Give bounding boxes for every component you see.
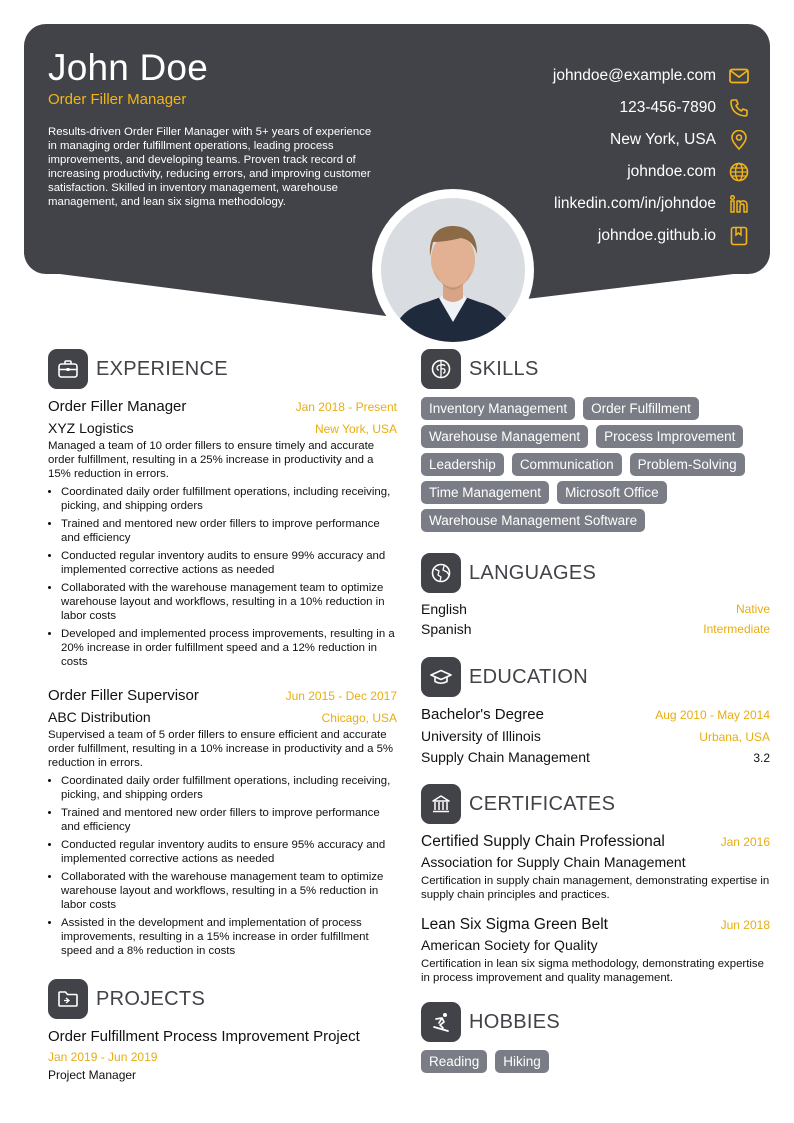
language-name: English xyxy=(421,601,467,617)
contact-email[interactable] xyxy=(410,60,770,92)
language-row xyxy=(421,619,770,639)
education-dates: Aug 2010 - May 2014 xyxy=(655,708,770,722)
hobbies-list xyxy=(421,1050,770,1078)
list-item: • Assisted in the development and implementation of process improvements, resulting in a 15% increase in order fulfillment speed and a 8% reduction in costs xyxy=(61,916,397,958)
skier-icon xyxy=(421,1002,461,1042)
hobbies-heading xyxy=(421,1002,560,1042)
field-of-study: Supply Chain Management xyxy=(421,749,590,765)
contact-location-text: New York, USA xyxy=(610,131,716,148)
skill-chip: Leadership xyxy=(421,453,504,476)
candidate-name: John Doe xyxy=(48,47,208,88)
skill-chip: Inventory Management xyxy=(421,397,575,420)
languages-title: LANGUAGES xyxy=(469,561,597,584)
certificate-entry xyxy=(421,916,770,985)
contact-website-text: johndoe.com xyxy=(627,163,716,180)
contact-website[interactable] xyxy=(410,156,770,188)
hobby-chip: Reading xyxy=(421,1050,487,1073)
list-item: • Coordinated daily order fulfillment operations, including receiving, picking, and shipping orders xyxy=(61,774,397,802)
mail-icon xyxy=(728,65,750,87)
school-name: University of Illinois xyxy=(421,728,541,744)
skill-chip: Process Improvement xyxy=(596,425,743,448)
certificate-description: Certification in supply chain management, demonstrating expertise in supply chain principles and practices. xyxy=(421,875,770,901)
brain-icon xyxy=(421,349,461,389)
school-location: Urbana, USA xyxy=(699,730,770,744)
job-title: Order Filler Manager xyxy=(48,398,187,415)
certificate-date: Jan 2016 xyxy=(720,835,770,849)
skills-title: SKILLS xyxy=(469,357,539,380)
job-dates: Jan 2018 - Present xyxy=(295,400,397,414)
institution-icon xyxy=(421,784,461,824)
certificates-heading xyxy=(421,784,615,824)
contact-phone[interactable] xyxy=(410,92,770,124)
job-description: Managed a team of 10 order fillers to ensure timely and accurate order fulfillment, resulting in a 25% increase in productivity and a 15% reduction in errors. xyxy=(48,440,375,480)
certificate-org: Association for Supply Chain Management xyxy=(421,854,686,870)
education-heading xyxy=(421,657,588,697)
project-entry xyxy=(48,1028,397,1082)
language-row xyxy=(421,599,770,619)
phone-icon xyxy=(728,97,750,119)
project-name: Order Fulfillment Process Improvement Project xyxy=(48,1028,360,1045)
profile-photo xyxy=(381,198,525,342)
briefcase-icon xyxy=(48,349,88,389)
projects-title: PROJECTS xyxy=(96,987,206,1010)
list-item: • Coordinated daily order fulfillment operations, including receiving, picking, and shipping orders xyxy=(61,485,397,513)
skills-list xyxy=(421,397,770,537)
language-name: Spanish xyxy=(421,621,472,637)
skill-chip: Time Management xyxy=(421,481,549,504)
certificate-org: American Society for Quality xyxy=(421,937,598,953)
certificate-entry xyxy=(421,833,770,902)
job-title: Order Filler Supervisor xyxy=(48,687,199,704)
certificate-date: Jun 2018 xyxy=(720,918,770,932)
certificate-description: Certification in lean six sigma methodology, demonstrating expertise in process improvement and quality management. xyxy=(421,958,764,984)
gpa: 3.2 xyxy=(753,751,770,765)
job-location: Chicago, USA xyxy=(321,711,397,725)
certificate-name: Lean Six Sigma Green Belt xyxy=(421,916,608,933)
education-entry xyxy=(421,706,770,765)
languages-list xyxy=(421,599,770,639)
skill-chip: Warehouse Management Software xyxy=(421,509,645,532)
contact-email-text: johndoe@example.com xyxy=(552,67,716,84)
language-globe-icon xyxy=(421,553,461,593)
project-dates: Jan 2019 - Jun 2019 xyxy=(48,1050,158,1064)
contact-phone-text: 123-456-7890 xyxy=(619,99,716,116)
skill-chip: Communication xyxy=(512,453,622,476)
skill-chip: Warehouse Management xyxy=(421,425,588,448)
folder-icon xyxy=(48,979,88,1019)
list-item: • Developed and implemented process improvements, resulting in a 20% increase in order fulfillment speed and a 12% reduction in costs xyxy=(61,627,397,669)
language-level: Native xyxy=(735,602,770,616)
experience-heading xyxy=(48,349,228,389)
bookmark-icon xyxy=(728,225,750,247)
job-company: ABC Distribution xyxy=(48,709,151,725)
skill-chip: Order Fulfillment xyxy=(583,397,699,420)
list-item: • Conducted regular inventory audits to ensure 95% accuracy and implemented corrective actions as needed xyxy=(61,838,397,866)
globe-icon xyxy=(728,161,750,183)
project-role: Project Manager xyxy=(48,1068,137,1082)
linkedin-icon xyxy=(728,193,750,215)
hobby-chip: Hiking xyxy=(495,1050,549,1073)
list-item: • Trained and mentored new order fillers to improve performance and efficiency xyxy=(61,517,397,545)
skills-heading xyxy=(421,349,539,389)
certificates-title: CERTIFICATES xyxy=(469,792,616,815)
list-item: • Trained and mentored new order fillers to improve performance and efficiency xyxy=(61,806,397,834)
job-bullets xyxy=(48,485,397,669)
location-pin-icon xyxy=(728,129,750,151)
job-company: XYZ Logistics xyxy=(48,420,134,436)
contact-location xyxy=(410,124,770,156)
graduation-cap-icon xyxy=(421,657,461,697)
degree: Bachelor's Degree xyxy=(421,706,544,723)
experience-entry xyxy=(48,398,397,673)
education-title: EDUCATION xyxy=(469,665,588,688)
experience-entry xyxy=(48,687,397,962)
skill-chip: Problem-Solving xyxy=(630,453,745,476)
job-dates: Jun 2015 - Dec 2017 xyxy=(285,689,397,703)
languages-heading xyxy=(421,553,596,593)
candidate-role: Order Filler Manager xyxy=(48,91,187,108)
experience-title: EXPERIENCE xyxy=(96,357,228,380)
contact-linkedin-text: linkedin.com/in/johndoe xyxy=(554,195,716,212)
job-location: New York, USA xyxy=(314,422,397,436)
skill-chip: Microsoft Office xyxy=(557,481,667,504)
job-bullets xyxy=(48,774,397,958)
list-item: • Collaborated with the warehouse management team to optimize warehouse layout and workflows, resulting in a 5% reduction in labor costs xyxy=(61,870,397,912)
job-description: Supervised a team of 5 order fillers to ensure efficient and accurate order fulfillment, resulting in a 10% increase in productivity and a 5% reduction in errors. xyxy=(48,729,394,769)
hobbies-title: HOBBIES xyxy=(469,1010,561,1033)
profile-summary: Results-driven Order Filler Manager with 5+ years of experience in managing order fulfillment operations, leading process improvements, and developing teams. Proven track record of increasing productivity, reducing errors, and improving customer satisfaction. Skilled in inventory management, warehouse management, and lean six sigma methodology. xyxy=(48,126,372,208)
list-item: • Conducted regular inventory audits to ensure 99% accuracy and implemented corrective actions as needed xyxy=(61,549,397,577)
contact-github-text: johndoe.github.io xyxy=(597,227,716,244)
language-level: Intermediate xyxy=(703,622,770,636)
projects-heading xyxy=(48,979,205,1019)
list-item: • Collaborated with the warehouse management team to optimize warehouse layout and workflows, resulting in a 10% reduction in labor costs xyxy=(61,581,397,623)
certificate-name: Certified Supply Chain Professional xyxy=(421,833,665,850)
